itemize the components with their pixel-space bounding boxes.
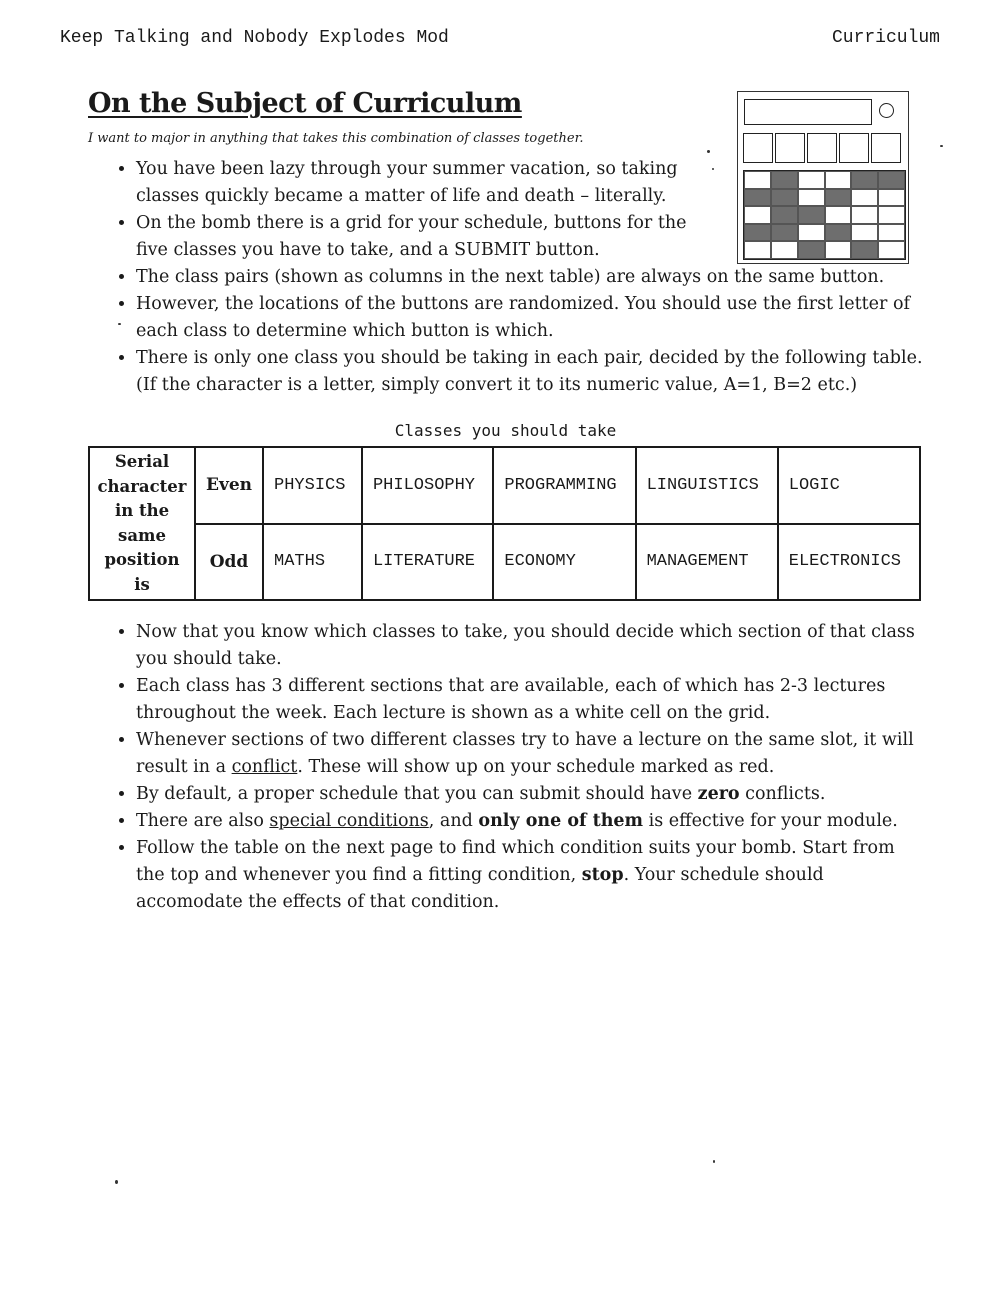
- text-span: . These will show up on your schedule marked as red.: [297, 757, 775, 777]
- parity-odd: Odd: [195, 524, 263, 601]
- table-cell: LITERATURE: [362, 524, 493, 601]
- parity-even: Even: [195, 447, 263, 524]
- list-item: • However, the locations of the buttons are randomized. You should use the first letter of each class to determine which button is which.: [136, 291, 923, 345]
- intro-list: [88, 156, 923, 399]
- conflict-term: conflict: [231, 757, 298, 777]
- list-item: • On the bomb there is a grid for your schedule, buttons for the five classes you have to take, and a SUBMIT button.: [136, 210, 696, 264]
- table-row: [89, 447, 920, 524]
- table-cell: MANAGEMENT: [636, 524, 778, 601]
- manual-content: [88, 88, 923, 916]
- list-item: • You have been lazy through your summer vacation, so taking classes quickly became a matter of life and death – literally.: [136, 156, 696, 210]
- instructions-list: [88, 619, 923, 916]
- ink-speck: [713, 1160, 715, 1163]
- text-span: There are also: [136, 811, 270, 831]
- special-conditions-term: special conditions: [269, 811, 429, 831]
- text-span: is effective for your module.: [643, 811, 898, 831]
- table-caption: Classes you should take: [394, 421, 617, 440]
- table-cell: PHYSICS: [263, 447, 362, 524]
- header-module-name: Curriculum: [831, 28, 940, 48]
- list-item: [136, 835, 923, 916]
- table-cell: LINGUISTICS: [636, 447, 778, 524]
- text-span: Whenever sections of two different classes try to have a lecture on the same slot, it will result in a: [136, 730, 914, 777]
- text-span: conflicts.: [739, 784, 826, 804]
- table-cell: ELECTRONICS: [778, 524, 920, 601]
- text-span: Follow the table on the next page to find which condition suits your bomb. Start from the top and whenever you find a fitting condition,: [136, 838, 895, 885]
- ink-speck: [712, 168, 714, 170]
- header-mod-name: Keep Talking and Nobody Explodes Mod: [60, 28, 449, 48]
- text-span: By default, a proper schedule that you can submit should have: [136, 784, 698, 804]
- emphasis-stop: stop: [581, 865, 624, 885]
- ink-speck: [940, 145, 943, 147]
- classes-table: [88, 446, 921, 601]
- flavor-text: I want to major in anything that takes this combination of classes together.: [88, 131, 584, 146]
- table-row: [89, 524, 920, 601]
- table-cell: MATHS: [263, 524, 362, 601]
- list-item: • The class pairs (shown as columns in the next table) are always on the same button.: [136, 264, 923, 291]
- ink-speck: [115, 1180, 118, 1184]
- emphasis-zero: zero: [697, 784, 740, 804]
- ink-speck: [118, 323, 121, 325]
- table-row-header: Serial character in the same position is: [89, 447, 195, 600]
- list-item: [136, 808, 923, 835]
- list-item: [136, 781, 923, 808]
- table-cell: PROGRAMMING: [493, 447, 635, 524]
- table-cell: PHILOSOPHY: [362, 447, 493, 524]
- text-span: , and: [428, 811, 479, 831]
- emphasis-only-one: only one of them: [478, 811, 644, 831]
- list-item: • Each class has 3 different sections that are available, each of which has 2-3 lectures throughout the week. Each lecture is shown as a white cell on the grid.: [136, 673, 923, 727]
- list-item: [136, 727, 923, 781]
- list-item: • Now that you know which classes to take, you should decide which section of that class you should take.: [136, 619, 923, 673]
- table-cell: ECONOMY: [493, 524, 635, 601]
- text-span: . Your schedule should accomodate the effects of that condition.: [136, 865, 824, 912]
- page-header: [60, 28, 940, 54]
- ink-speck: [707, 150, 710, 153]
- table-cell: LOGIC: [778, 447, 920, 524]
- list-item: • There is only one class you should be taking in each pair, decided by the following table. (If the character is a letter, simply convert it to its numeric value, A=1, B=2 etc.): [136, 345, 923, 399]
- page-title: On the Subject of Curriculum: [88, 88, 522, 119]
